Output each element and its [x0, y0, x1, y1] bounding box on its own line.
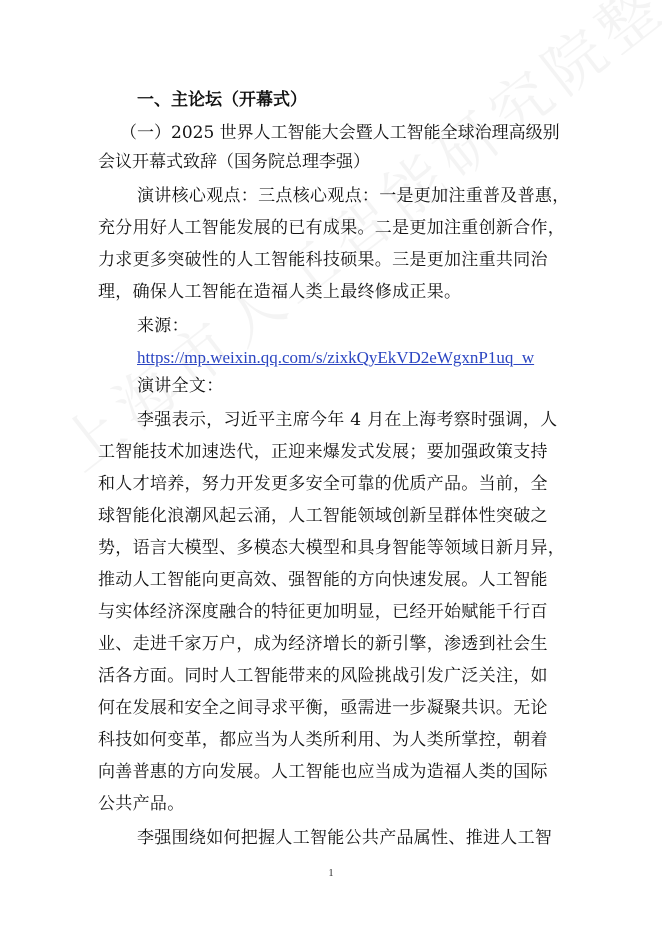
- paragraph1-line: 球智能化浪潮风起云涌，人工智能领域创新呈群体性突破之: [98, 506, 548, 526]
- paragraph2-line-1: 李强围绕如何把握人工智能公共产品属性、推进人工智: [137, 828, 553, 848]
- paragraph1-line: 工智能技术加速迭代，正迎来爆发式发展；要加强政策支持: [98, 442, 548, 462]
- core-points-line-4: 理，确保人工智能在造福人类上最终修成正果。: [98, 282, 462, 302]
- source-label: 来源：: [137, 316, 189, 336]
- paragraph1-line: 李强表示，习近平主席今年 4 月在上海考察时强调，人: [137, 410, 558, 430]
- page-number: 1: [328, 868, 334, 879]
- paragraph1-line: 和人才培养，努力开发更多安全可靠的优质产品。当前，全: [98, 474, 548, 494]
- paragraph1-line: 公共产品。: [98, 794, 185, 814]
- paragraph1-line: 向善普惠的方向发展。人工智能也应当成为造福人类的国际: [98, 762, 548, 782]
- subheading-line-2: 会议开幕式致辞（国务院总理李强）: [98, 152, 370, 172]
- source-link[interactable]: https://mp.weixin.qq.com/s/zixkQyEkVD2eWgxnP1uq_w: [137, 348, 535, 367]
- section-heading: 一、主论坛（开幕式）: [137, 90, 307, 110]
- core-points-line-1: 演讲核心观点：三点核心观点：一是更加注重普及普惠，: [137, 186, 570, 206]
- paragraph1-line: 何在发展和安全之间寻求平衡，亟需进一步凝聚共识。无论: [98, 698, 548, 718]
- paragraph1-line: 活各方面。同时人工智能带来的风险挑战引发广泛关注，如: [98, 666, 548, 686]
- fulltext-label: 演讲全文：: [137, 376, 224, 396]
- paragraph1-line: 势，语言大模型、多模态大模型和具身智能等领域日新月异，: [98, 538, 566, 558]
- paragraph1-line: 与实体经济深度融合的特征更加明显，已经开始赋能千行百: [98, 602, 548, 622]
- paragraph1-line: 科技如何变革，都应当为人类所利用、为人类所掌控，朝着: [98, 730, 548, 750]
- paragraph1-line: 业、走进千家万户，成为经济增长的新引擎，渗透到社会生: [98, 634, 548, 654]
- subheading-line-1: （一）2025 世界人工智能大会暨人工智能全球治理高级别: [120, 123, 560, 143]
- core-points-line-3: 力求更多突破性的人工智能科技硕果。三是更加注重共同治: [98, 250, 548, 270]
- core-points-line-2: 充分用好人工智能发展的已有成果。二是更加注重创新合作，: [98, 218, 566, 238]
- paragraph1-line: 推动人工智能向更高效、强智能的方向快速发展。人工智能: [98, 570, 548, 590]
